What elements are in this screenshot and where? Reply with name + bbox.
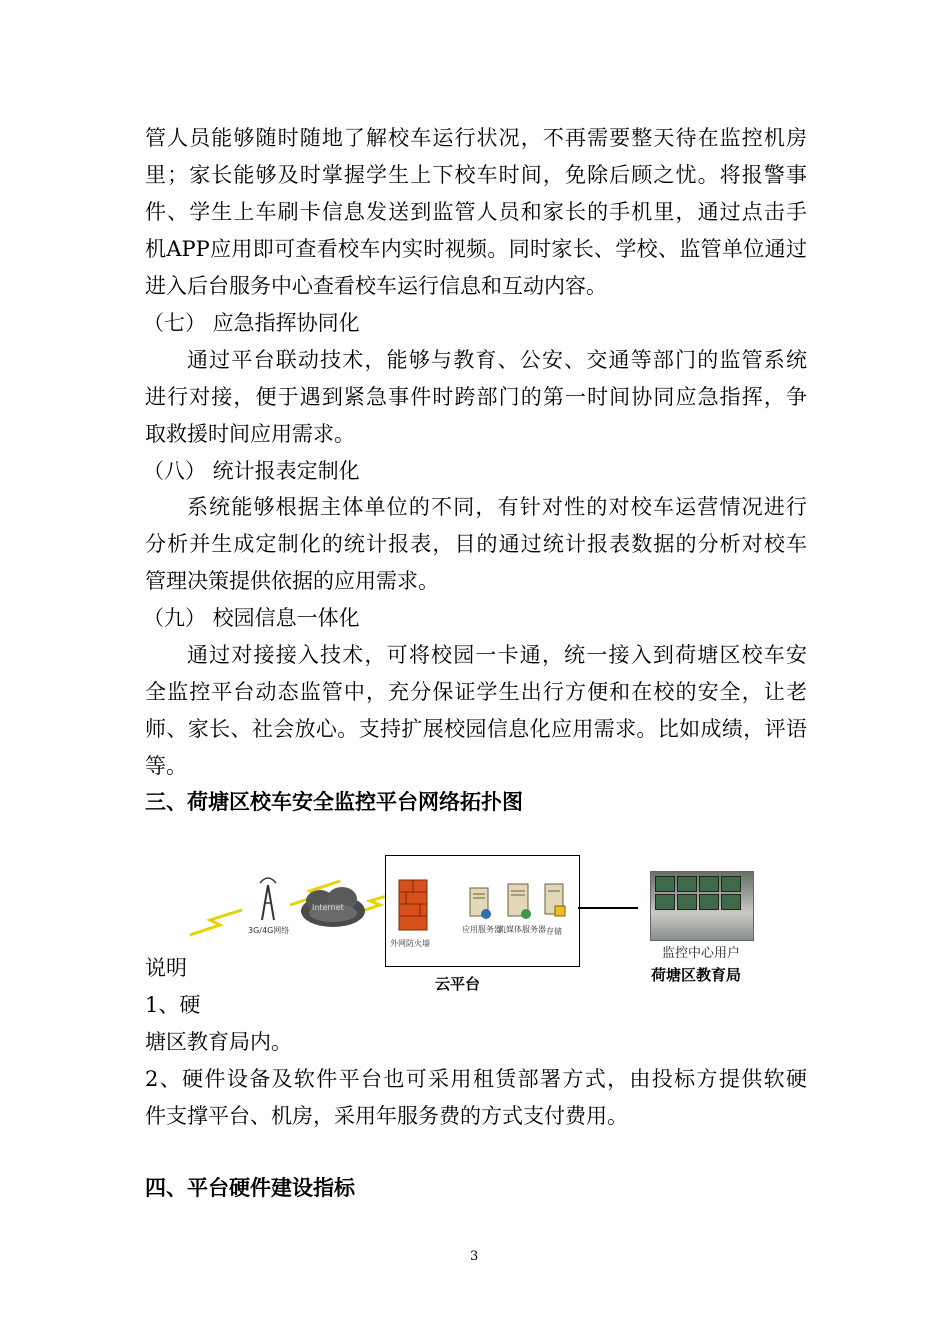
connection-line <box>578 907 638 909</box>
firewall-label: 外网防火墙 <box>390 939 430 948</box>
storage-icon <box>541 882 569 922</box>
media-server-icon <box>504 882 534 922</box>
cloud-platform-box <box>385 855 580 967</box>
note-2-line: 件支撑平台、机房，采用年服务费的方式支付费用。 <box>145 1104 628 1128</box>
notes-intro: 说明 <box>145 956 187 980</box>
body-text-line: 进行对接，便于遇到紧急事件时跨部门的第一时间协同应急指挥，争 <box>145 385 807 409</box>
cloud-platform-label: 云平台 <box>435 975 481 993</box>
network-label: 3G/4G网络 <box>248 926 290 935</box>
body-text-line: 件、学生上车刷卡信息发送到监管人员和家长的手机里，通过点击手 <box>145 200 807 224</box>
internet-label: Internet <box>312 903 344 912</box>
body-text-line: 分析并生成定制化的统计报表，目的通过统计报表数据的分析对校车 <box>145 532 807 556</box>
body-text-line: 机APP应用即可查看校车内实时视频。同时家长、学校、监管单位通过 <box>145 237 807 261</box>
body-text-line: 取救援时间应用需求。 <box>145 422 355 446</box>
monitor-user-label: 监控中心用户 <box>662 946 741 961</box>
body-text-line: 管理决策提供依据的应用需求。 <box>145 569 439 593</box>
section-title: 四、平台硬件建设指标 <box>145 1176 355 1200</box>
body-text-line: 进入后台服务中心查看校车运行信息和互动内容。 <box>145 274 607 298</box>
subheading-statistics: （八） 统计报表定制化 <box>143 459 360 483</box>
body-text-line: 等。 <box>145 754 187 778</box>
note-1-continued: 塘区教育局内。 <box>145 1030 292 1054</box>
section-title: 三、荷塘区校车安全监控平台网络拓扑图 <box>145 790 523 814</box>
media-server-label: 流媒体服务器 <box>498 925 546 934</box>
body-text-line: 通过对接接入技术，可将校园一卡通，统一接入到荷塘区校车安 <box>187 643 807 667</box>
education-bureau-label: 荷塘区教育局 <box>651 966 742 984</box>
body-text-line: 全监控平台动态监管中，充分保证学生出行方便和在校的安全，让老 <box>145 680 807 704</box>
monitor-center-image <box>650 871 754 941</box>
note-2-line: 2、硬件设备及软件平台也可采用租赁部署方式，由投标方提供软硬 <box>145 1067 807 1091</box>
body-text-line: 管人员能够随时随地了解校车运行状况，不再需要整天待在监控机房 <box>145 126 807 150</box>
page-number: 3 <box>470 1249 479 1264</box>
firewall-icon <box>394 876 434 936</box>
body-text-line: 师、家长、社会放心。支持扩展校园信息化应用需求。比如成绩，评语 <box>145 717 807 741</box>
body-text-line: 通过平台联动技术，能够与教育、公安、交通等部门的监管系统 <box>187 348 807 372</box>
body-text-line: 系统能够根据主体单位的不同，有针对性的对校车运营情况进行 <box>187 495 807 519</box>
body-text-line: 里；家长能够及时掌握学生上下校车时间，免除后顾之忧。将报警事 <box>145 163 807 187</box>
subheading-campus: （九） 校园信息一体化 <box>143 606 360 630</box>
app-server-icon <box>466 886 494 922</box>
note-1-prefix: 1、硬 <box>145 993 201 1017</box>
app-server-label: 应用服务器 <box>462 925 502 934</box>
subheading-emergency: （七） 应急指挥协同化 <box>143 311 360 335</box>
storage-label: 存储 <box>546 927 562 936</box>
network-topology-diagram <box>180 845 780 1000</box>
